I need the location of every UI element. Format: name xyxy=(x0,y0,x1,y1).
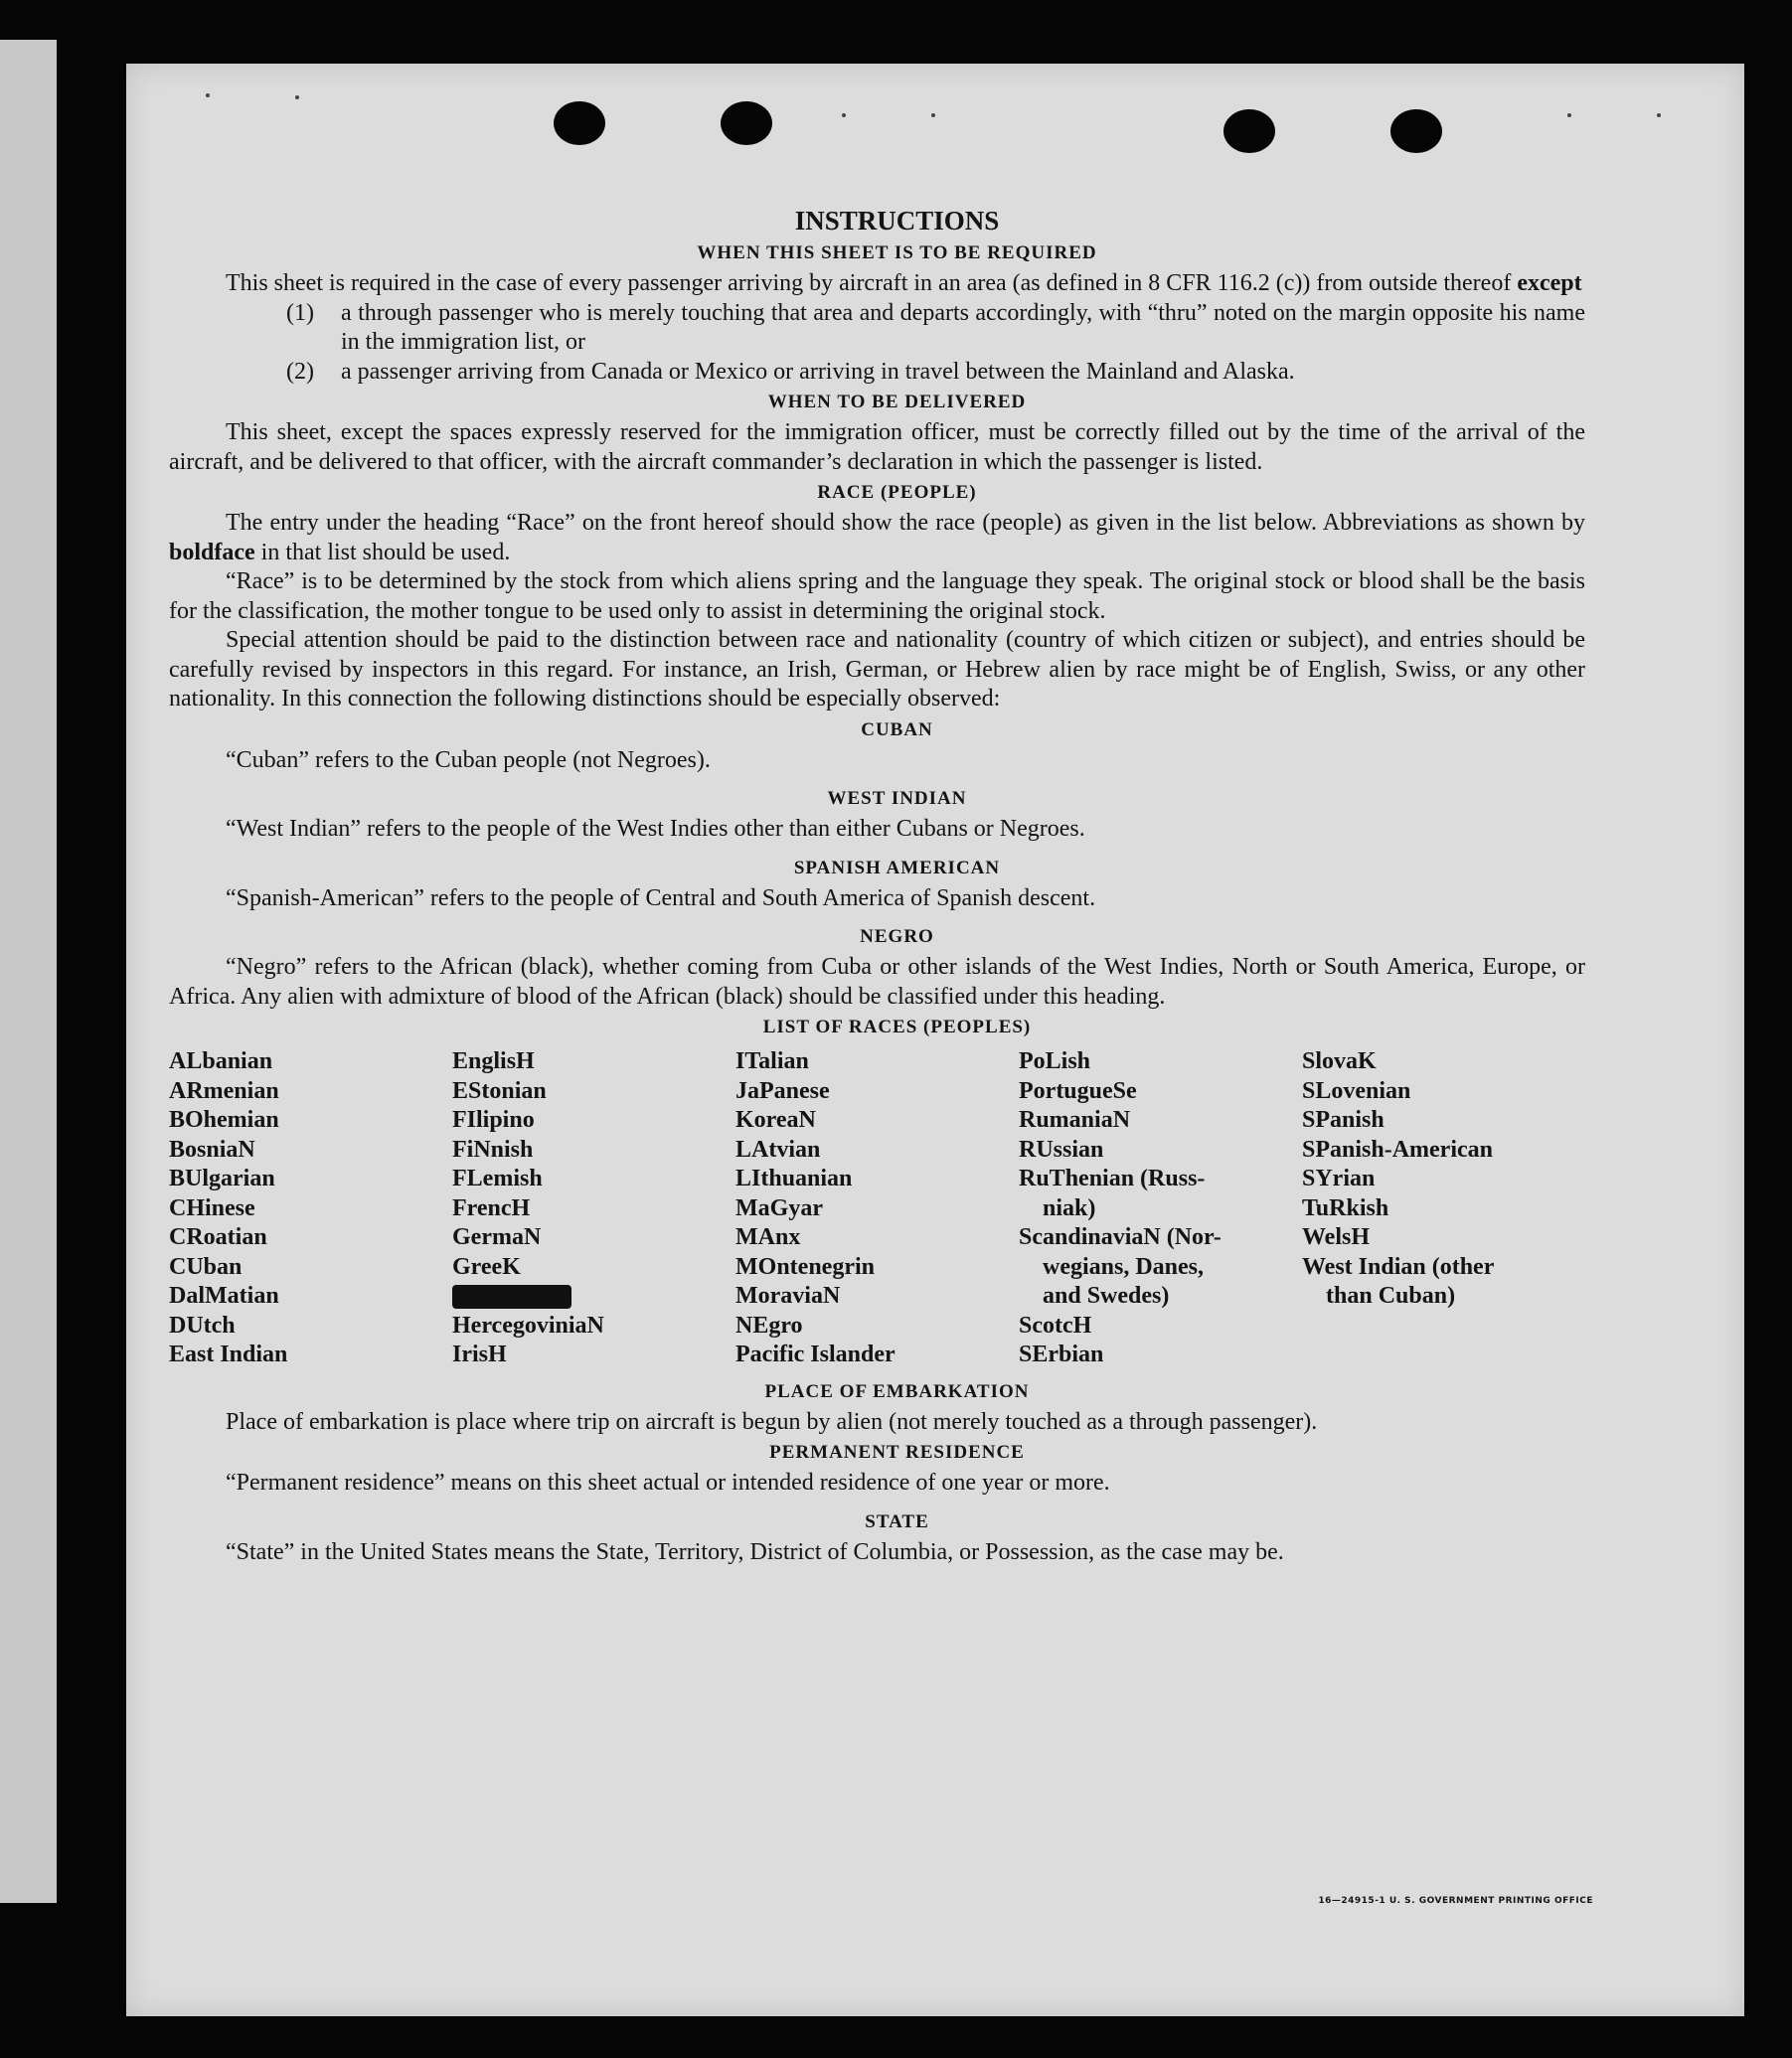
race-entry: DUtch xyxy=(169,1312,236,1339)
race-entry: GreeK xyxy=(452,1253,521,1280)
section-heading-cuban: CUBAN xyxy=(861,718,933,740)
embarkation-text: Place of embarkation is place where trip on aircraft is begun by alien (not merely touched as a through passenger). xyxy=(226,1408,1318,1435)
races-column xyxy=(735,1047,1019,1370)
race-entry: FiNnish xyxy=(452,1136,534,1163)
paper-speck xyxy=(206,93,210,97)
paper-speck xyxy=(842,113,846,117)
page-title: INSTRUCTIONS xyxy=(794,206,1000,236)
negro-text: “Negro” refers to the African (black), whether coming from Cuba or other islands of the West Indies, North or South America, Europe, or Africa. Any alien with admixture of blood of the African (black) should be classified under this heading. xyxy=(169,954,1585,1010)
race-entry: BOhemian xyxy=(169,1107,279,1133)
race-entry: RuThenian (Russ- xyxy=(1019,1166,1206,1191)
section-heading-races-list: LIST OF RACES (PEOPLES) xyxy=(762,1017,1032,1037)
race-entry: SYrian xyxy=(1302,1166,1376,1191)
races-column xyxy=(169,1047,452,1370)
instructions-content xyxy=(169,204,1585,1567)
race-entry: SlovaK xyxy=(1302,1048,1377,1074)
race-entry: JaPanese xyxy=(735,1077,830,1104)
race-paragraph-2: “Race” is to be determined by the stock from which aliens spring and the language they speak. The original stock or blood shall be the basis for the classification, the mother tongue to be used only to assist in determining the original stock. xyxy=(169,568,1585,624)
race-entry: EnglisH xyxy=(452,1048,535,1074)
race-entry: FIlipino xyxy=(452,1107,535,1133)
race-entry: MOntenegrin xyxy=(735,1253,875,1280)
race-entry: CRoatian xyxy=(169,1224,267,1250)
race-paragraph-3: Special attention should be paid to the distinction between race and nationality (country of which citizen or subject), and entries should be carefully revised by inspectors in this regard. For instance, an Irish, German, or Hebrew alien by race might be of English, Swiss, or any other nationality. In this connection the following distinctions should be especially observed: xyxy=(169,627,1585,712)
race-entry: MoraviaN xyxy=(735,1283,841,1309)
race-entry: LIthuanian xyxy=(735,1166,853,1191)
race-entry: RUssian xyxy=(1019,1136,1104,1163)
race-entry: and Swedes) xyxy=(1043,1283,1170,1309)
left-edge-strip xyxy=(0,40,57,1903)
race-entry: KoreaN xyxy=(735,1107,816,1133)
race-entry: SLovenian xyxy=(1302,1077,1411,1104)
race-entry: Pacific Islander xyxy=(735,1342,896,1367)
race-entry: SErbian xyxy=(1019,1342,1104,1367)
race-entry: FLemish xyxy=(452,1166,543,1191)
race-entry: niak) xyxy=(1043,1194,1096,1221)
race-entry xyxy=(452,1282,735,1312)
redacted-entry xyxy=(452,1285,571,1309)
race-entry: IrisH xyxy=(452,1342,507,1367)
race-entry: ScandinaviaN (Nor- xyxy=(1019,1224,1222,1250)
race-entry: ARmenian xyxy=(169,1077,279,1104)
race-entry: GermaN xyxy=(452,1224,542,1250)
section-heading-negro: NEGRO xyxy=(860,926,934,947)
punch-hole xyxy=(721,101,772,145)
races-column xyxy=(1302,1047,1585,1370)
delivered-text: This sheet, except the spaces expressly reserved for the immigration officer, must be correctly filled out by the time of the arrival of the aircraft, and be delivered to that officer, with the aircraft commander’s declaration in which the passenger is listed. xyxy=(169,419,1585,475)
race-entry: than Cuban) xyxy=(1326,1283,1456,1309)
section-heading-delivered: WHEN TO BE DELIVERED xyxy=(767,392,1027,412)
race-entry: wegians, Danes, xyxy=(1043,1253,1205,1280)
state-text: “State” in the United States means the State, Territory, District of Columbia, or Possession, as the case may be. xyxy=(226,1538,1284,1565)
punch-hole xyxy=(1223,109,1275,153)
race-entry: DalMatian xyxy=(169,1283,279,1309)
paper-speck xyxy=(1567,113,1571,117)
printing-office-code: 16—24915-1 U. S. GOVERNMENT PRINTING OFFICE xyxy=(1318,1896,1593,1906)
paper-speck xyxy=(931,113,935,117)
exception-item: (1) a through passenger who is merely touching that area and departs accordingly, with “thru” noted on the margin opposite his name in the immigration list, or xyxy=(286,299,1585,355)
race-entry: TuRkish xyxy=(1302,1194,1389,1221)
paper-speck xyxy=(1657,113,1661,117)
race-entry: PortugueSe xyxy=(1019,1077,1137,1104)
races-column xyxy=(452,1047,735,1370)
paper-speck xyxy=(295,95,299,99)
race-entry: FrencH xyxy=(452,1194,531,1221)
race-entry: BUlgarian xyxy=(169,1166,275,1191)
section-heading-state: STATE xyxy=(865,1510,929,1532)
race-entry: CUban xyxy=(169,1253,243,1280)
section-heading-race: RACE (PEOPLE) xyxy=(817,482,977,503)
race-entry: SPanish xyxy=(1302,1107,1385,1133)
section-heading-west-indian: WEST INDIAN xyxy=(827,788,967,809)
west-indian-text: “West Indian” refers to the people of the West Indies other than either Cubans or Negroes. xyxy=(226,816,1085,842)
residence-text: “Permanent residence” means on this sheet actual or intended residence of one year or more. xyxy=(226,1470,1110,1496)
race-paragraph-1: The entry under the heading “Race” on the front hereof should show the race (people) as given in the list below. Abbreviations as shown by boldface in that list should be used. xyxy=(169,510,1585,565)
race-entry: West Indian (other xyxy=(1302,1253,1495,1280)
races-list xyxy=(169,1047,1585,1370)
section-heading-required: WHEN THIS SHEET IS TO BE REQUIRED xyxy=(697,242,1097,263)
section-heading-residence: PERMANENT RESIDENCE xyxy=(769,1442,1025,1463)
race-entry: PoLish xyxy=(1019,1048,1091,1074)
required-intro: This sheet is required in the case of every passenger arriving by aircraft in an area (as defined in 8 CFR 116.2 (c)) from outside thereof except xyxy=(226,270,1582,296)
section-heading-spanish-american: SPANISH AMERICAN xyxy=(793,857,1001,878)
punch-hole xyxy=(1390,109,1442,153)
race-entry: NEgro xyxy=(735,1312,803,1339)
race-entry: EStonian xyxy=(452,1077,547,1104)
section-heading-embarkation: PLACE OF EMBARKATION xyxy=(764,1380,1030,1402)
exception-item: (2) a passenger arriving from Canada or Mexico or arriving in travel between the Mainland and Alaska. xyxy=(286,358,1295,385)
spanish-american-text: “Spanish-American” refers to the people of Central and South America of Spanish descent. xyxy=(226,884,1096,911)
race-entry: BosniaN xyxy=(169,1136,255,1163)
race-entry: CHinese xyxy=(169,1194,255,1221)
race-entry: MaGyar xyxy=(735,1194,823,1221)
race-entry: WelsH xyxy=(1302,1224,1371,1250)
races-column xyxy=(1019,1047,1302,1370)
race-entry: ITalian xyxy=(735,1048,809,1074)
race-entry: ScotcH xyxy=(1019,1312,1092,1339)
race-entry: MAnx xyxy=(735,1224,801,1250)
race-entry: East Indian xyxy=(169,1342,288,1367)
race-entry: SPanish-American xyxy=(1302,1136,1493,1163)
race-entry: HercegoviniaN xyxy=(452,1312,604,1339)
race-entry: LAtvian xyxy=(735,1136,821,1163)
punch-hole xyxy=(554,101,605,145)
cuban-text: “Cuban” refers to the Cuban people (not Negroes). xyxy=(226,746,711,773)
race-entry: RumaniaN xyxy=(1019,1107,1131,1133)
race-entry: ALbanian xyxy=(169,1048,273,1074)
